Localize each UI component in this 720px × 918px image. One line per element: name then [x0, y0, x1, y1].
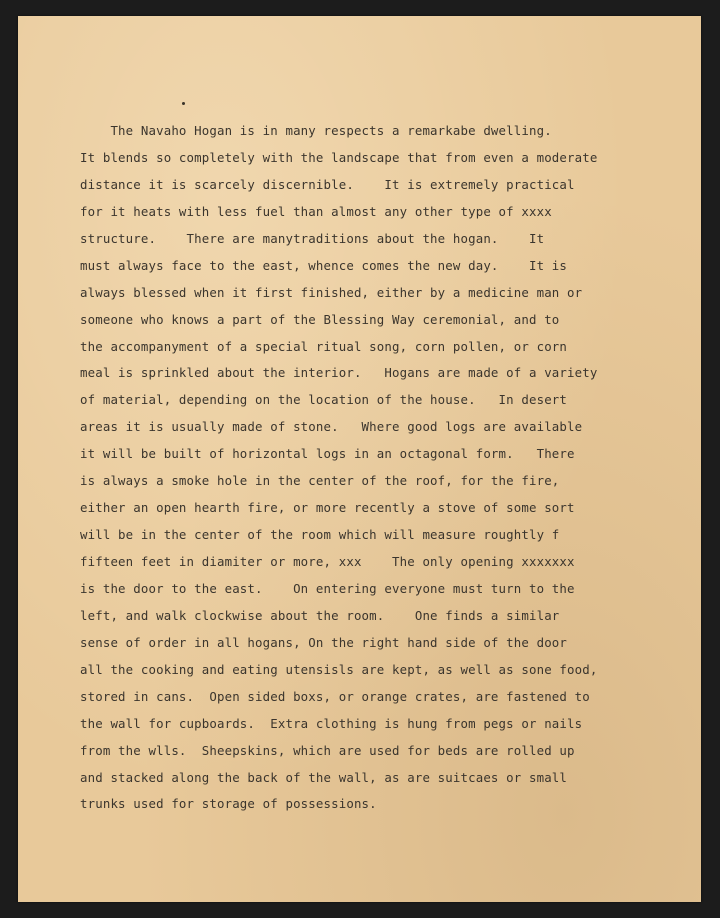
- typed-line: someone who knows a part of the Blessing Way ceremonial, and to: [80, 311, 560, 327]
- typed-line: the wall for cupboards. Extra clothing is hung from pegs or nails: [80, 715, 583, 731]
- typed-line: from the wlls. Sheepskins, which are used for beds are rolled up: [80, 742, 575, 758]
- typewritten-page: [18, 16, 701, 902]
- typed-line: is the door to the east. On entering everyone must turn to the: [80, 580, 575, 596]
- typed-line: The Navaho Hogan is in many respects a remarkabe dwelling.: [80, 123, 552, 138]
- typed-line: is always a smoke hole in the center of the roof, for the fire,: [80, 473, 560, 489]
- typed-line: fifteen feet in diamiter or more, xxx The only opening xxxxxxx: [80, 554, 575, 569]
- typed-line: stored in cans. Open sided boxs, or orange crates, are fastened to: [80, 688, 590, 704]
- typed-line: left, and walk clockwise about the room. One finds a similar: [80, 607, 560, 623]
- typed-line: meal is sprinkled about the interior. Hogans are made of a variety: [80, 365, 598, 381]
- typed-line: it will be built of horizontal logs in an octagonal form. There: [80, 446, 575, 462]
- typed-line: for it heats with less fuel than almost any other type of xxxx: [80, 203, 552, 219]
- typed-line: trunks used for storage of possessions.: [80, 796, 377, 812]
- typed-line: the accompanyment of a special ritual song, corn pollen, or corn: [80, 338, 568, 354]
- typed-line: structure. There are manytraditions about the hogan. It: [80, 230, 545, 246]
- ink-dot: [182, 102, 185, 105]
- typed-line: and stacked along the back of the wall, as are suitcaes or small: [80, 769, 568, 785]
- typed-line: of material, depending on the location of the house. In desert: [80, 392, 568, 408]
- typed-text-body: [80, 118, 680, 818]
- typed-line: sense of order in all hogans, On the right hand side of the door: [80, 634, 568, 650]
- typed-line: all the cooking and eating utensisls are kept, as well as sone food,: [80, 661, 598, 677]
- typed-line: will be in the center of the room which will measure roughtly f: [80, 527, 560, 543]
- typed-line: must always face to the east, whence comes the new day. It is: [80, 257, 568, 273]
- typed-line: areas it is usually made of stone. Where good logs are available: [80, 419, 583, 435]
- typed-line: distance it is scarcely discernible. It is extremely practical: [80, 176, 575, 192]
- typed-line: always blessed when it first finished, either by a medicine man or: [80, 284, 583, 300]
- typed-line: It blends so completely with the landscape that from even a moderate: [80, 149, 598, 165]
- typed-line: either an open hearth fire, or more recently a stove of some sort: [80, 500, 575, 516]
